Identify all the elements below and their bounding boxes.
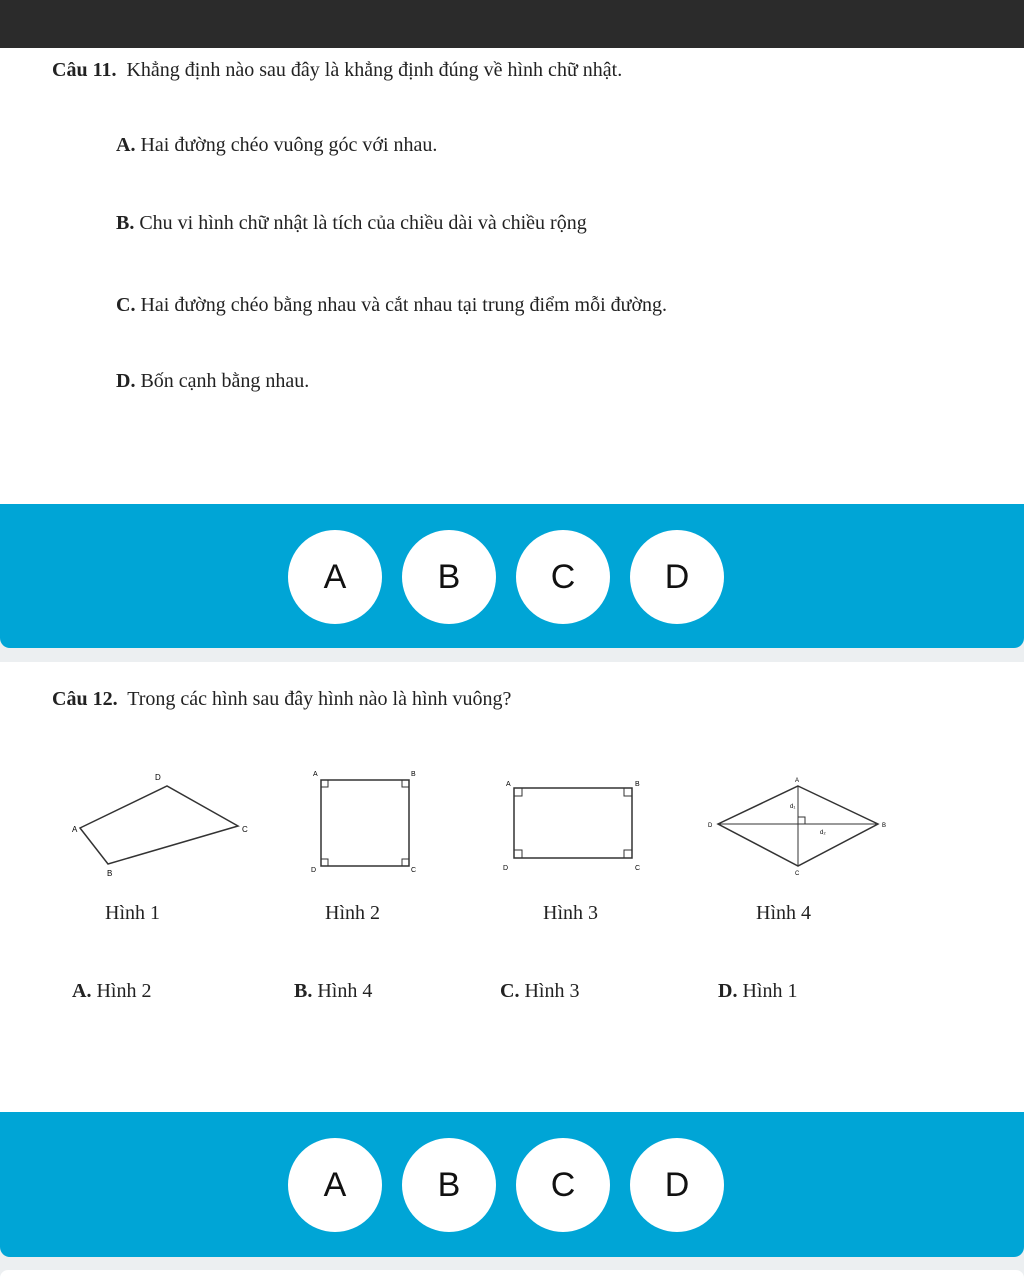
figure-2-caption: Hình 2 xyxy=(325,902,380,924)
question-11-answer-bar xyxy=(0,504,1024,648)
question-12-title xyxy=(52,688,511,711)
fig4-label-d2: d₂ xyxy=(820,830,826,836)
question-11-number: Câu 11. xyxy=(52,59,117,81)
figure-1-quadrilateral xyxy=(60,768,260,878)
question-11-title xyxy=(52,59,622,82)
figure-4-caption: Hình 4 xyxy=(756,902,811,924)
q11-option-c: C. Hai đường chéo bằng nhau và cắt nhau tại trung điểm mỗi đường. xyxy=(116,294,668,316)
question-11-card xyxy=(0,48,1024,508)
q11-option-a: A. Hai đường chéo vuông góc với nhau. xyxy=(116,134,438,156)
q11-answer-b-button[interactable]: B xyxy=(402,530,496,624)
q11-option-d: D. Bốn cạnh bằng nhau. xyxy=(116,370,310,392)
q12-option-b: B. Hình 4 xyxy=(294,980,373,1002)
fig4-label-a: A xyxy=(795,778,800,784)
question-11-text: Khẳng định nào sau đây là khẳng định đúng về hình chữ nhật. xyxy=(126,59,623,81)
fig4-label-d: D xyxy=(708,823,713,829)
q12-answer-d-button[interactable]: D xyxy=(630,1138,724,1232)
q11-answer-d-button[interactable]: D xyxy=(630,530,724,624)
question-12-text: Trong các hình sau đây hình nào là hình vuông? xyxy=(127,688,512,710)
q11-answer-a-button[interactable]: A xyxy=(288,530,382,624)
fig1-label-d: D xyxy=(155,773,161,782)
q12-answer-a-button[interactable]: A xyxy=(288,1138,382,1232)
q11-answer-c-button[interactable]: C xyxy=(516,530,610,624)
fig4-label-b: B xyxy=(882,823,887,829)
q12-option-a: A. Hình 2 xyxy=(72,980,152,1002)
fig2-label-d: D xyxy=(311,867,317,874)
fig3-label-c: C xyxy=(635,865,641,872)
fig1-label-c: C xyxy=(242,825,248,834)
q12-answer-c-button[interactable]: C xyxy=(516,1138,610,1232)
question-12-card xyxy=(0,662,1024,1114)
figure-4-rhombus xyxy=(700,772,900,882)
next-card-edge xyxy=(0,1270,1024,1280)
q12-option-d: D. Hình 1 xyxy=(718,980,798,1002)
q11-option-b: B. Chu vi hình chữ nhật là tích của chiều dài và chiều rộng xyxy=(116,212,587,234)
fig3-label-a: A xyxy=(506,781,511,788)
figure-3-rectangle xyxy=(498,774,648,874)
fig2-label-a: A xyxy=(313,771,318,778)
question-12-answer-bar xyxy=(0,1112,1024,1257)
q12-option-c: C. Hình 3 xyxy=(500,980,580,1002)
fig3-label-b: B xyxy=(635,781,640,788)
fig2-label-c: C xyxy=(411,867,417,874)
figure-2-square xyxy=(305,768,425,878)
fig3-label-d: D xyxy=(503,865,509,872)
fig1-label-a: A xyxy=(72,825,78,834)
fig4-label-d1: d₁ xyxy=(790,804,796,810)
fig2-label-b: B xyxy=(411,771,416,778)
figure-1-caption: Hình 1 xyxy=(105,902,160,924)
fig1-label-b: B xyxy=(107,869,113,878)
fig4-label-c: C xyxy=(795,871,800,877)
q12-answer-b-button[interactable]: B xyxy=(402,1138,496,1232)
figure-3-caption: Hình 3 xyxy=(543,902,598,924)
question-12-number: Câu 12. xyxy=(52,688,118,710)
top-bar xyxy=(0,0,1024,48)
